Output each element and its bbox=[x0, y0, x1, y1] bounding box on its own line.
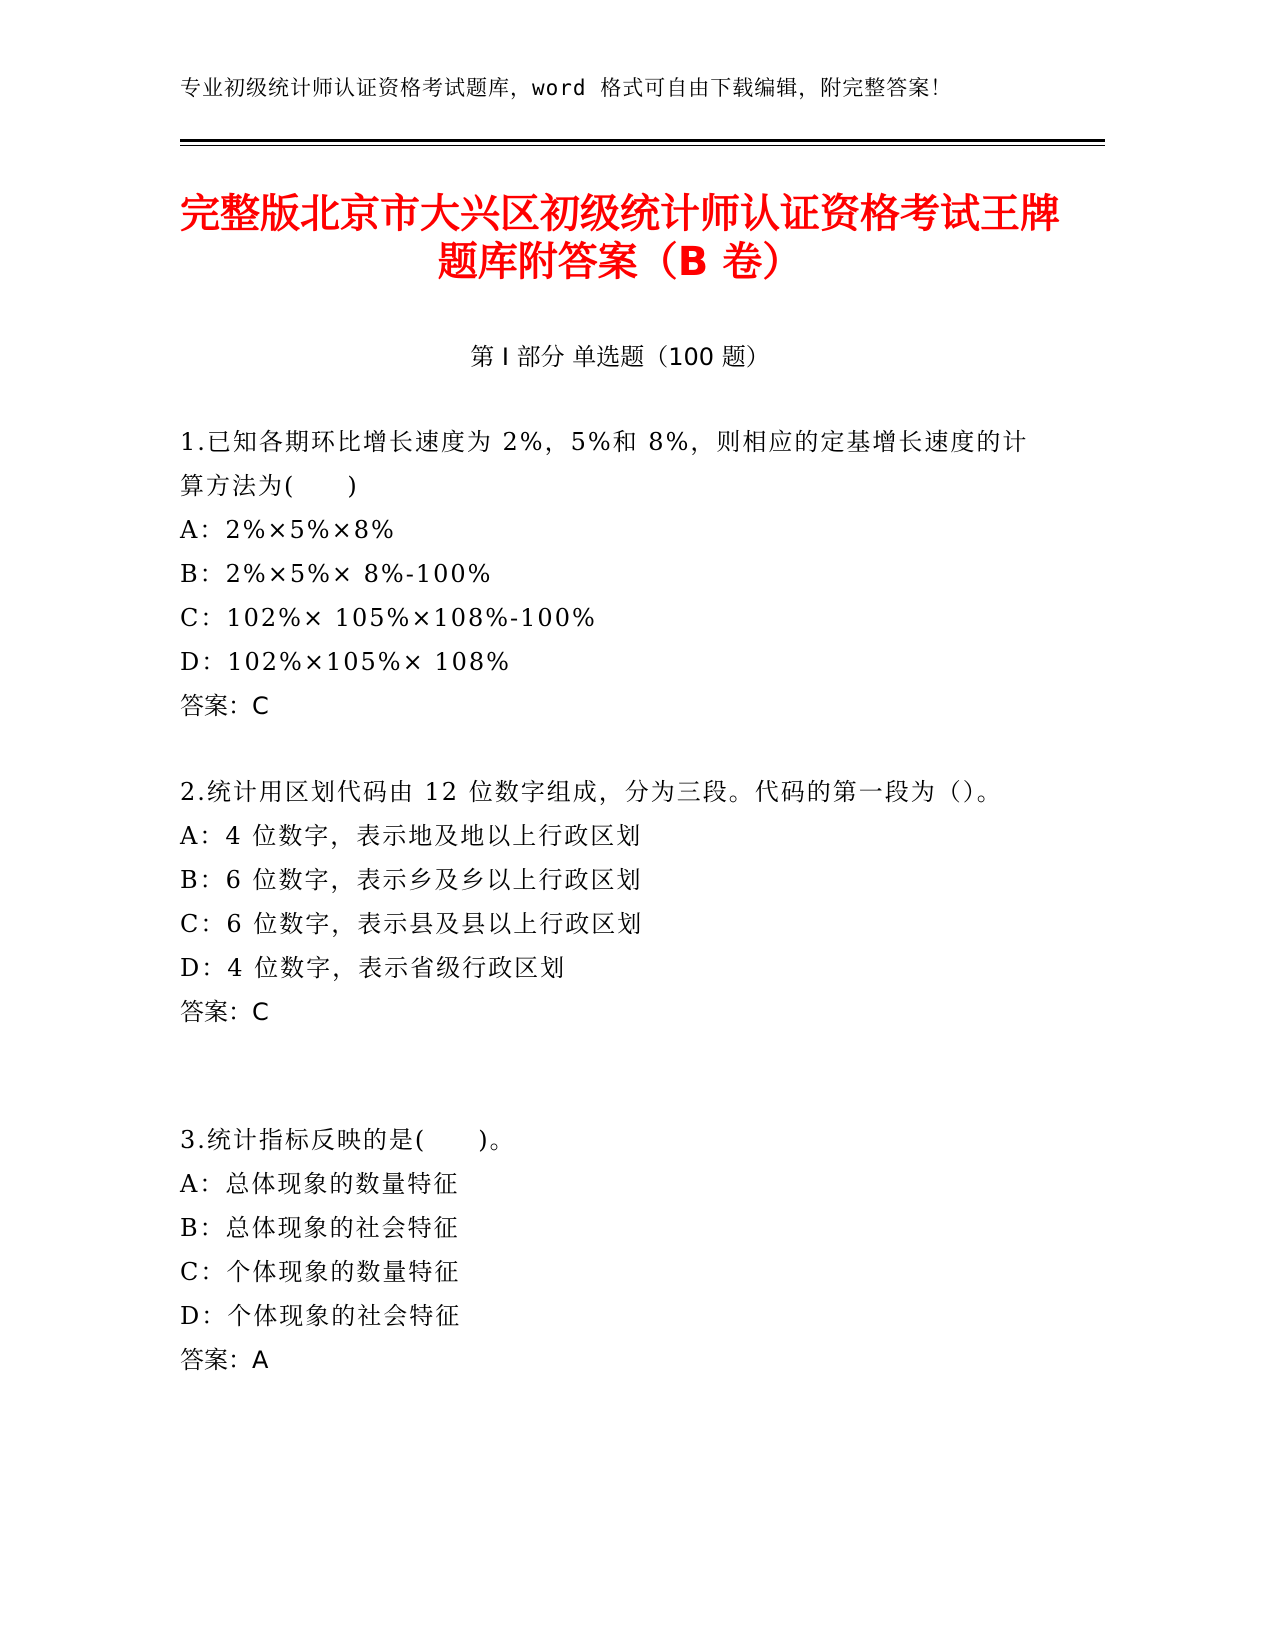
answer: 答案：A bbox=[180, 1346, 269, 1374]
option-a: A：总体现象的数量特征 bbox=[180, 1170, 460, 1198]
answer: 答案：C bbox=[180, 998, 269, 1026]
document-title: 完整版北京市大兴区初级统计师认证资格考试王牌题库附答案（B 卷） bbox=[180, 191, 1060, 285]
option-b: B：2%×5%× 8%-100% bbox=[180, 560, 493, 588]
question-stem: 3.统计指标反映的是( )。 bbox=[180, 1126, 516, 1154]
option-a: A：4 位数字，表示地及地以上行政区划 bbox=[180, 822, 643, 850]
question-stem: 2.统计用区划代码由 12 位数字组成，分为三段。代码的第一段为（）。 bbox=[180, 778, 1003, 806]
question-2 bbox=[180, 770, 1040, 1034]
question-3 bbox=[180, 1118, 1040, 1382]
option-b: B：6 位数字，表示乡及乡以上行政区划 bbox=[180, 866, 643, 894]
answer: 答案：C bbox=[180, 692, 269, 720]
option-c: C：102%× 105%×108%-100% bbox=[180, 604, 597, 632]
option-d: D：4 位数字，表示省级行政区划 bbox=[180, 954, 567, 982]
option-d: D：个体现象的社会特征 bbox=[180, 1302, 462, 1330]
option-c: C：6 位数字，表示县及县以上行政区划 bbox=[180, 910, 644, 938]
question-1 bbox=[180, 420, 1040, 728]
option-a: A：2%×5%×8% bbox=[180, 516, 396, 544]
option-b: B：总体现象的社会特征 bbox=[180, 1214, 460, 1242]
option-c: C：个体现象的数量特征 bbox=[180, 1258, 461, 1286]
header-rule-thick bbox=[180, 139, 1105, 142]
option-d: D：102%×105%× 108% bbox=[180, 648, 511, 676]
question-stem: 1.已知各期环比增长速度为 2%，5%和 8%，则相应的定基增长速度的计算方法为( ) bbox=[180, 428, 1029, 500]
header-rule-thin bbox=[180, 145, 1105, 146]
section-heading: 第 I 部分 单选题（100 题） bbox=[470, 343, 770, 371]
page-header-note: 专业初级统计师认证资格考试题库，word 格式可自由下载编辑，附完整答案！ bbox=[180, 76, 953, 100]
